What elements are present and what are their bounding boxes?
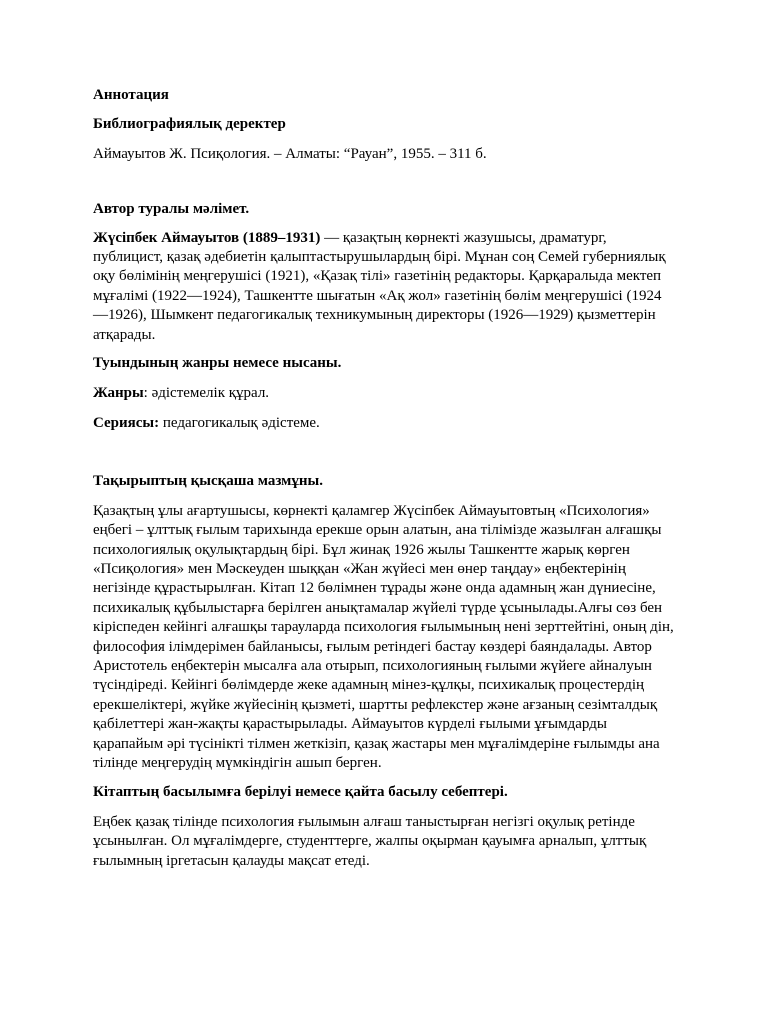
summary-text: Қазақтың ұлы ағартушысы, көрнекті қаламгер Жүсіпбек Аймауытовтың «Психология» еңбегі – ұлттық ғылым тарихында ерекше орын алатын, ана тілімізде жазылған алғашқы психологиялық оқулықтардың бірі. Бұл жинақ 1926 жылы Ташкентте жарық көрген «Псиқология» мен Мәскеуден шыққан «Жан жүйесі мен өнер таңдау» еңбектерінің негізінде құрастырылған. Кітап 12 бөлімнен тұрады және онда адамның жан дүниесіне, психикалық құбылыстарға берілген анықтамалар жүйелі түрде ұсынылады.Алғы сөз бен кіріспеден кейінгі алғашқы тарауларда психология ғылымының нені зерттейтіні, оның дін, философия ілімдерімен байланысы, ғылым ретіндегі бастау көздері баяндалады. Автор Аристотель еңбектерін мысалға ала отырып, психологияның ғылыми жүйеге айналуын түсіндіреді. Кейінгі бөлімдерде жеке адамның мінез-құлқы, психикалық процестердің ерекшеліктері, жүйке жүйесінің қызметі, шартты рефлекстер және ағзаның сезімталдық қабілеттері жан-жақты қарастырылады. Аймауытов күрделі ғылыми ұғымдарды қарапайым әрі түсінікті тілмен жеткізіп, қазақ жастары мен мұғалімдеріне ғылымды ана тілінде меңгерудің мүмкіндігін ашып берген. [93,502,674,771]
annotation-heading: Аннотация [93,87,169,103]
author-bio: — қазақтың көрнекті жазушысы, драматург, публицист, қазақ әдебиетін қалыптастырушылардың бірі. Мұнан соң Семей губерниялық оқу бөлімінің меңгерушісі (1921), «Қазақ тілі» газетінің редакторы. Қарқаралыда мектеп мұғалімі (1922—1924), Ташкентте шығатын «Ақ жол» газетінің бөлім меңгерушісі (1924—1926), Шымкент педагогикалық техникумының директоры (1926—1929) қызметтерін атқарады. [93,229,666,343]
genre-line [93,384,675,403]
series-label: Сериясы: [93,414,160,431]
author-name: Жүсіпбек Аймауытов (1889–1931) [93,229,321,246]
genre-heading: Туындының жанры немесе нысаны. [93,355,342,372]
genre-colon: : [143,385,148,402]
genre-label: Жанры [93,385,144,402]
series-line [93,414,675,433]
summary-heading: Тақырыптың қысқаша мазмұны. [93,473,323,490]
author-heading: Автор туралы мәлімет. [93,201,250,218]
genre-value: әдістемелік құрал. [147,385,270,402]
bibliography-entry: Аймауытов Ж. Псиқология. – Алматы: “Рауан”, 1955. – 311 б. [93,145,487,162]
author-paragraph [93,229,675,345]
reason-text: Еңбек қазақ тілінде психология ғылымын алғаш таныстырған негізгі оқулық ретінде ұсынылған. Ол мұғалімдерге, студенттерге, жалпы оқырман қауымға арналып, ұлттық ғылымның іргетасын қалауды мақсат етеді. [93,813,647,869]
document-page [93,86,675,871]
series-value: педагогикалық әдістеме. [159,414,320,431]
reason-heading: Кітаптың басылымға берілуі немесе қайта басылу себептері. [93,784,508,801]
bibliography-heading: Библиографиялық деректер [93,116,286,133]
